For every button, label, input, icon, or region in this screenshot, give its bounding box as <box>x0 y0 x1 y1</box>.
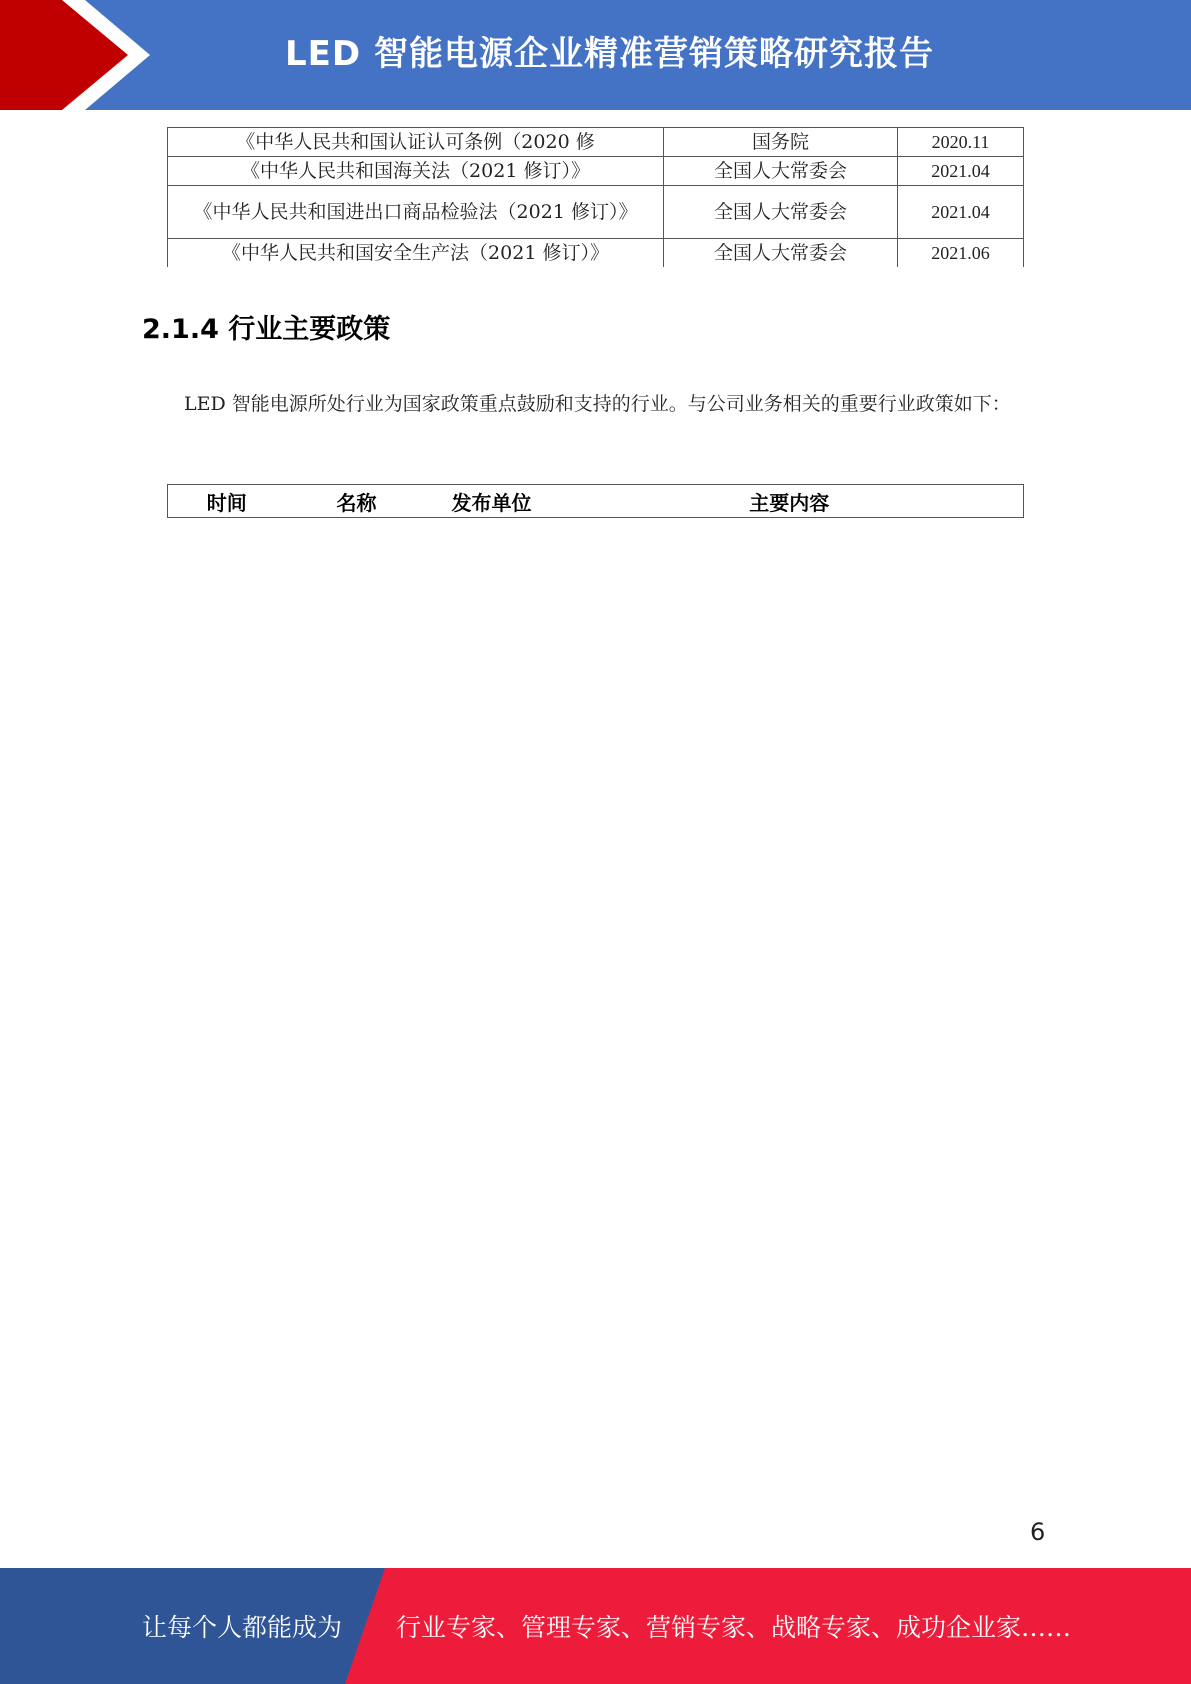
column-header-name: 名称 <box>286 485 428 518</box>
footer-slogan-left: 让每个人都能成为 <box>142 1613 343 1642</box>
law-date: 2021.04 <box>898 157 1024 186</box>
law-name: 《中华人民共和国认证认可条例（2020 修 <box>168 128 664 157</box>
column-header-issuer: 发布单位 <box>428 485 556 518</box>
footer-slogan-right: 行业专家、管理专家、营销专家、战略专家、成功企业家…… <box>396 1613 1072 1642</box>
law-name: 《中华人民共和国安全生产法（2021 修订）》 <box>168 239 664 268</box>
column-header-content: 主要内容 <box>556 485 1024 518</box>
column-header-time: 时间 <box>168 485 286 518</box>
table-row <box>168 186 1024 239</box>
footer-band <box>0 1568 1191 1684</box>
policy-table <box>167 484 1024 518</box>
law-issuer: 全国人大常委会 <box>664 186 898 239</box>
law-date: 2021.06 <box>898 239 1024 268</box>
law-date: 2021.04 <box>898 186 1024 239</box>
document-title: LED 智能电源企业精准营销策略研究报告 <box>285 34 934 74</box>
page-number: 6 <box>1030 1518 1046 1546</box>
table-row <box>168 157 1024 186</box>
header-band <box>0 0 1191 110</box>
law-table <box>167 127 1024 267</box>
law-date: 2020.11 <box>898 128 1024 157</box>
policy-table-header-row <box>168 485 1024 518</box>
law-issuer: 全国人大常委会 <box>664 157 898 186</box>
law-issuer: 国务院 <box>664 128 898 157</box>
table-row <box>168 128 1024 157</box>
law-name: 《中华人民共和国海关法（2021 修订）》 <box>168 157 664 186</box>
body-paragraph: LED 智能电源所处行业为国家政策重点鼓励和支持的行业。与公司业务相关的重要行业政策如下： <box>184 393 1011 415</box>
law-issuer: 全国人大常委会 <box>664 239 898 268</box>
table-row <box>168 239 1024 268</box>
page-break-mask <box>160 268 1030 278</box>
section-heading: 2.1.4 行业主要政策 <box>142 314 391 345</box>
law-name: 《中华人民共和国进出口商品检验法（2021 修订）》 <box>168 186 664 239</box>
